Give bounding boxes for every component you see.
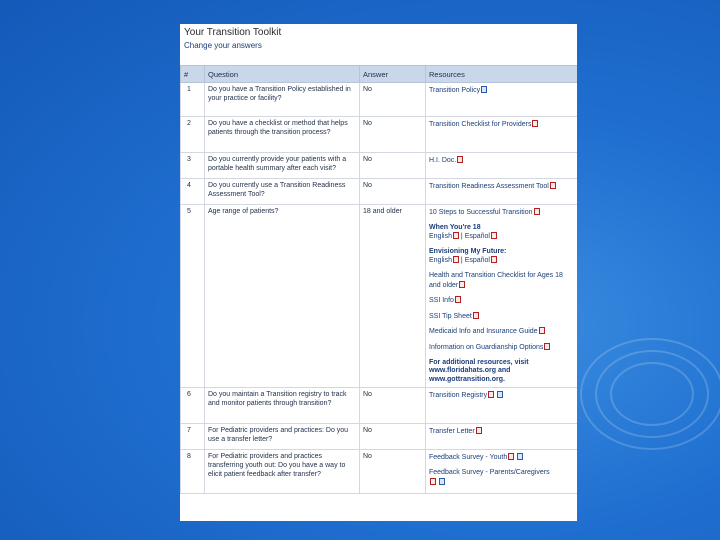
resource-link[interactable]: Information on Guardianship Options bbox=[429, 343, 544, 351]
row-question: Do you currently provide your patients with a portable health summary after each visit? bbox=[205, 153, 360, 179]
resource-link[interactable]: Feedback Survey - Parents/Caregivers bbox=[429, 468, 550, 476]
table-row bbox=[181, 388, 578, 424]
resource-link[interactable]: H.I. Doc. bbox=[429, 157, 457, 164]
row-number: 6 bbox=[181, 388, 205, 424]
web-icon[interactable] bbox=[439, 478, 445, 485]
table-row bbox=[181, 424, 578, 450]
row-resources bbox=[426, 388, 578, 424]
table-row bbox=[181, 205, 578, 388]
resource-link[interactable]: 10 Steps to Successful Transition bbox=[429, 209, 533, 216]
row-question: For Pediatric providers and practices transferring youth out: Do you have a way to elicit patient feedback after transfer? bbox=[205, 450, 360, 494]
header-question: Question bbox=[205, 66, 360, 83]
web-icon[interactable] bbox=[481, 86, 487, 93]
row-resources bbox=[426, 424, 578, 450]
change-answers-link[interactable]: Change your answers bbox=[184, 41, 262, 50]
additional-resources-text: For additional resources, visit www.floridahats.org and www.gottransition.org. bbox=[429, 358, 529, 383]
toolkit-table bbox=[180, 65, 577, 494]
row-answer: No bbox=[360, 83, 426, 117]
row-resources bbox=[426, 83, 578, 117]
resource-link[interactable]: Health and Transition Checklist for Ages 18 and older bbox=[429, 271, 563, 289]
row-resources bbox=[426, 153, 578, 179]
row-number: 5 bbox=[181, 205, 205, 388]
table-row bbox=[181, 179, 578, 205]
web-icon[interactable] bbox=[517, 453, 523, 460]
row-answer: No bbox=[360, 424, 426, 450]
row-question: Age range of patients? bbox=[205, 205, 360, 388]
background-ripple bbox=[580, 338, 720, 450]
english-link[interactable]: English bbox=[429, 257, 452, 265]
resource-link[interactable]: SSI Tip Sheet bbox=[429, 312, 472, 320]
pdf-icon[interactable] bbox=[491, 256, 497, 263]
pdf-icon[interactable] bbox=[539, 327, 545, 334]
pdf-icon[interactable] bbox=[534, 208, 540, 215]
row-question: Do you currently use a Transition Readiness Assessment Tool? bbox=[205, 179, 360, 205]
row-question: For Pediatric providers and practices: Do you use a transfer letter? bbox=[205, 424, 360, 450]
row-answer: No bbox=[360, 388, 426, 424]
resource-link[interactable]: SSI Info bbox=[429, 297, 454, 305]
resource-heading: When You're 18 bbox=[429, 223, 481, 231]
resource-link[interactable]: Transition Readiness Assessment Tool bbox=[429, 183, 549, 190]
row-resources: 10 Steps to Successful Transition When You're 18 English | Español Envisioning My Future: English | Español Health and Transition Checklist for Ages 18 and older SSI Info SSI Tip Sheet Medicaid Info and Insurance Guide Information on Guardianship Options For additional resources, visit www.floridahats.org and www.gottransition.org. bbox=[426, 205, 578, 388]
row-number: 8 bbox=[181, 450, 205, 494]
pdf-icon[interactable] bbox=[455, 296, 461, 303]
pdf-icon[interactable] bbox=[550, 182, 556, 189]
row-number: 7 bbox=[181, 424, 205, 450]
resource-heading: Envisioning My Future: bbox=[429, 247, 507, 255]
row-number: 3 bbox=[181, 153, 205, 179]
pdf-icon[interactable] bbox=[453, 256, 459, 263]
pdf-icon[interactable] bbox=[508, 453, 514, 460]
table-row bbox=[181, 117, 578, 153]
transition-toolkit-panel bbox=[180, 24, 577, 521]
pdf-icon[interactable] bbox=[544, 343, 550, 350]
row-answer: No bbox=[360, 450, 426, 494]
pdf-icon[interactable] bbox=[476, 427, 482, 434]
pdf-icon[interactable] bbox=[488, 391, 494, 398]
row-number: 1 bbox=[181, 83, 205, 117]
table-header-row bbox=[181, 66, 578, 83]
row-resources bbox=[426, 117, 578, 153]
pdf-icon[interactable] bbox=[430, 478, 436, 485]
row-question: Do you have a Transition Policy established in your practice or facility? bbox=[205, 83, 360, 117]
row-answer: No bbox=[360, 117, 426, 153]
row-number: 4 bbox=[181, 179, 205, 205]
resource-link[interactable]: Transfer Letter bbox=[429, 428, 475, 436]
row-resources bbox=[426, 450, 578, 494]
resource-link[interactable]: Transition Policy bbox=[429, 87, 481, 94]
resource-link[interactable]: Transition Checklist for Providers bbox=[429, 121, 532, 128]
row-resources bbox=[426, 179, 578, 205]
pdf-icon[interactable] bbox=[491, 232, 497, 239]
row-answer: No bbox=[360, 153, 426, 179]
web-icon[interactable] bbox=[497, 391, 503, 398]
row-question: Do you maintain a Transition registry to track and monitor patients through transition? bbox=[205, 388, 360, 424]
table-row bbox=[181, 153, 578, 179]
pdf-icon[interactable] bbox=[457, 156, 463, 163]
pdf-icon[interactable] bbox=[453, 232, 459, 239]
page-title: Your Transition Toolkit bbox=[184, 27, 282, 38]
header-number: # bbox=[181, 66, 205, 83]
english-link[interactable]: English bbox=[429, 233, 452, 241]
table-row bbox=[181, 450, 578, 494]
resource-link[interactable]: Transition Registry bbox=[429, 392, 488, 400]
resource-link[interactable]: Medicaid Info and Insurance Guide bbox=[429, 328, 538, 336]
header-resources: Resources bbox=[426, 66, 578, 83]
espanol-link[interactable]: Español bbox=[464, 233, 490, 241]
header-answer: Answer bbox=[360, 66, 426, 83]
row-question: Do you have a checklist or method that helps patients through the transition process? bbox=[205, 117, 360, 153]
table-row bbox=[181, 83, 578, 117]
row-answer: No bbox=[360, 179, 426, 205]
pdf-icon[interactable] bbox=[459, 281, 465, 288]
row-number: 2 bbox=[181, 117, 205, 153]
pdf-icon[interactable] bbox=[473, 312, 479, 319]
espanol-link[interactable]: Español bbox=[464, 257, 490, 265]
pdf-icon[interactable] bbox=[532, 120, 538, 127]
row-answer: 18 and older bbox=[360, 205, 426, 388]
resource-link[interactable]: Feedback Survey - Youth bbox=[429, 454, 508, 462]
